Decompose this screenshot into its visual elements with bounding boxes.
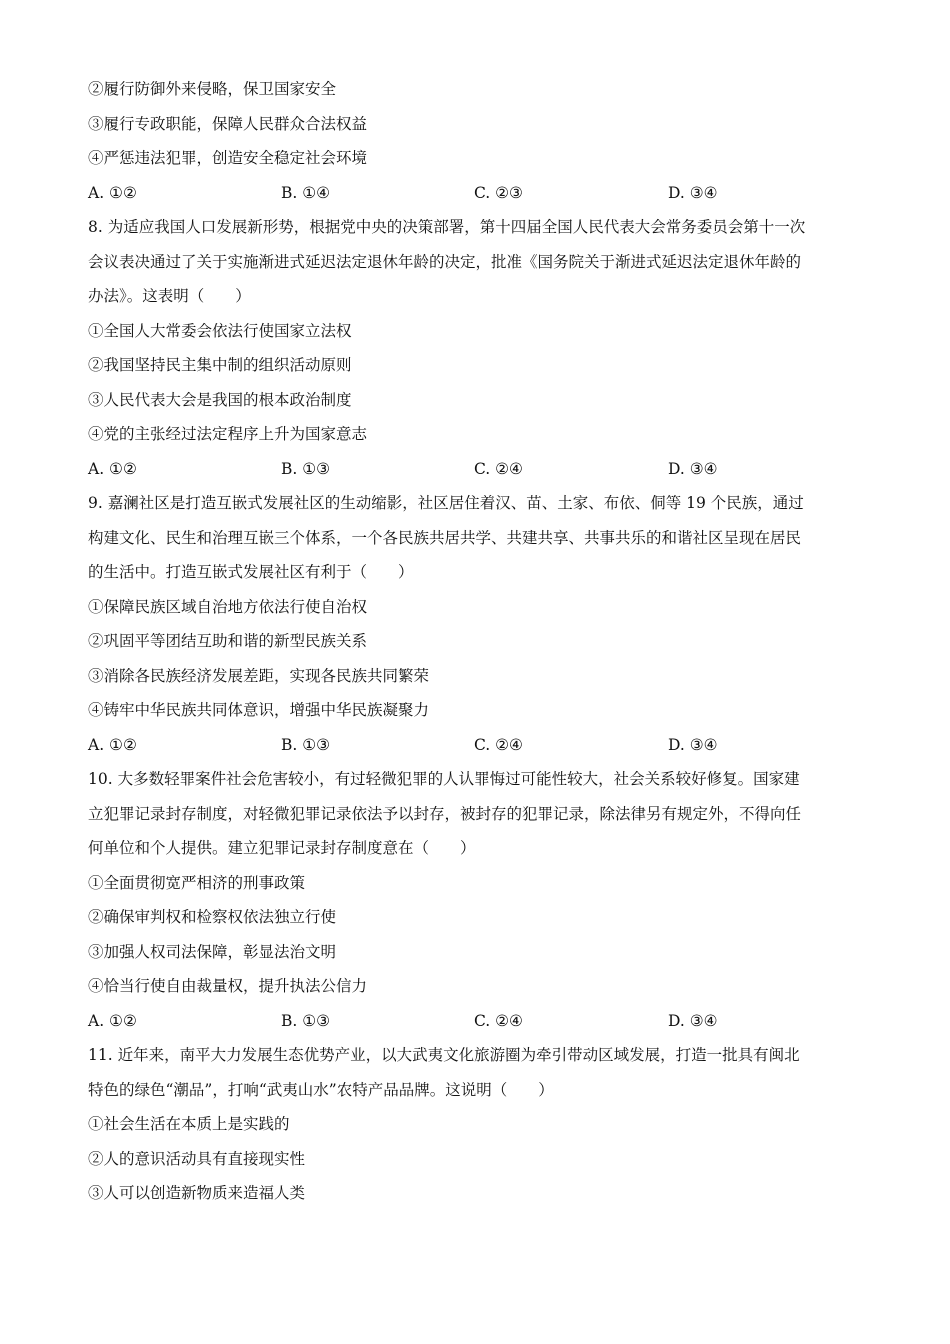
q10-option-b: B. ①③	[281, 1011, 331, 1030]
q10-item-4: ④恰当行使自由裁量权，提升执法公信力	[88, 977, 368, 995]
q11-item-1: ①社会生活在本质上是实践的	[88, 1115, 290, 1133]
q10-stem-line-2: 立犯罪记录封存制度，对轻微犯罪记录依法予以封存，被封存的犯罪记录，除法律另有规定外，不得向任	[88, 804, 802, 823]
q7-option-b: B. ①④	[281, 183, 331, 202]
q9-item-1: ①保障民族区域自治地方依法行使自治权	[88, 597, 368, 616]
q11-stem-line-1: 11. 近年来，南平大力发展生态优势产业，以大武夷文化旅游圈为牵引带动区域发展，打造一批具有闽北	[88, 1046, 800, 1064]
q10-stem-line-3: 何单位和个人提供。建立犯罪记录封存制度意在（ ）	[88, 839, 476, 857]
q10-options	[88, 1004, 864, 1039]
q7-option-d: D. ③④	[668, 183, 718, 202]
q7-item-2: ②履行防御外来侵略，保卫国家安全	[88, 80, 337, 98]
q8-options	[88, 452, 864, 487]
q11-item-2: ②人的意识活动具有直接现实性	[88, 1149, 306, 1168]
q8-stem-line-1: 8. 为适应我国人口发展新形势，根据党中央的决策部署，第十四届全国人民代表大会常务委员会第十一次	[88, 218, 806, 236]
q10-item-2: ②确保审判权和检察权依法独立行使	[88, 908, 337, 926]
question-11	[88, 1038, 864, 1211]
q9-stem-line-1: 9. 嘉澜社区是打造互嵌式发展社区的生动缩影，社区居住着汉、苗、土家、布依、侗等 19 个民族，通过	[88, 494, 804, 512]
q9-options	[88, 728, 864, 763]
q8-option-d: D. ③④	[668, 459, 718, 478]
q9-item-3: ③消除各民族经济发展差距，实现各民族共同繁荣	[88, 666, 430, 685]
exam-page	[88, 72, 864, 1211]
question-9	[88, 486, 864, 762]
q9-option-a: A. ①②	[88, 735, 137, 754]
q10-item-1: ①全面贯彻宽严相济的刑事政策	[88, 873, 306, 892]
q8-item-3: ③人民代表大会是我国的根本政治制度	[88, 390, 352, 409]
question-10	[88, 762, 864, 1038]
q9-item-4: ④铸牢中华民族共同体意识，增强中华民族凝聚力	[88, 701, 430, 719]
q7-option-a: A. ①②	[88, 183, 137, 202]
q8-stem-line-3: 办法》。这表明（ ）	[88, 287, 251, 305]
q10-stem-line-1: 10. 大多数轻罪案件社会危害较小，有过轻微犯罪的人认罪悔过可能性较大，社会关系较好修复。国家建	[88, 770, 800, 788]
q10-option-a: A. ①②	[88, 1011, 137, 1030]
q9-option-d: D. ③④	[668, 735, 718, 754]
q9-stem-line-2: 构建文化、民生和治理互嵌三个体系，一个各民族共居共学、共建共享、共事共乐的和谐社区呈现在居民	[88, 528, 802, 547]
q11-item-3: ③人可以创造新物质来造福人类	[88, 1184, 306, 1202]
q8-option-b: B. ①③	[281, 459, 331, 478]
q11-stem-line-2: 特色的绿色“潮品”，打响“武夷山水”农特产品品牌。这说明（ ）	[88, 1080, 554, 1099]
q8-item-1: ①全国人大常委会依法行使国家立法权	[88, 321, 352, 340]
q7-item-4: ④严惩违法犯罪，创造安全稳定社会环境	[88, 149, 368, 167]
q10-option-d: D. ③④	[668, 1011, 718, 1030]
question-7	[88, 72, 864, 210]
q7-option-c: C. ②③	[474, 183, 523, 202]
q9-option-b: B. ①③	[281, 735, 331, 754]
q8-item-4: ④党的主张经过法定程序上升为国家意志	[88, 425, 368, 443]
q9-stem-line-3: 的生活中。打造互嵌式发展社区有利于（ ）	[88, 563, 414, 581]
q9-item-2: ②巩固平等团结互助和谐的新型民族关系	[88, 632, 368, 650]
q7-item-3: ③履行专政职能，保障人民群众合法权益	[88, 114, 368, 133]
q10-option-c: C. ②④	[474, 1011, 523, 1030]
q8-item-2: ②我国坚持民主集中制的组织活动原则	[88, 356, 352, 374]
q9-option-c: C. ②④	[474, 735, 523, 754]
q8-option-a: A. ①②	[88, 459, 137, 478]
q8-option-c: C. ②④	[474, 459, 523, 478]
question-8	[88, 210, 864, 486]
q8-stem-line-2: 会议表决通过了关于实施渐进式延迟法定退休年龄的决定，批准《国务院关于渐进式延迟法定退休年龄的	[88, 252, 802, 271]
q7-options	[88, 176, 864, 211]
q10-item-3: ③加强人权司法保障，彰显法治文明	[88, 942, 337, 961]
